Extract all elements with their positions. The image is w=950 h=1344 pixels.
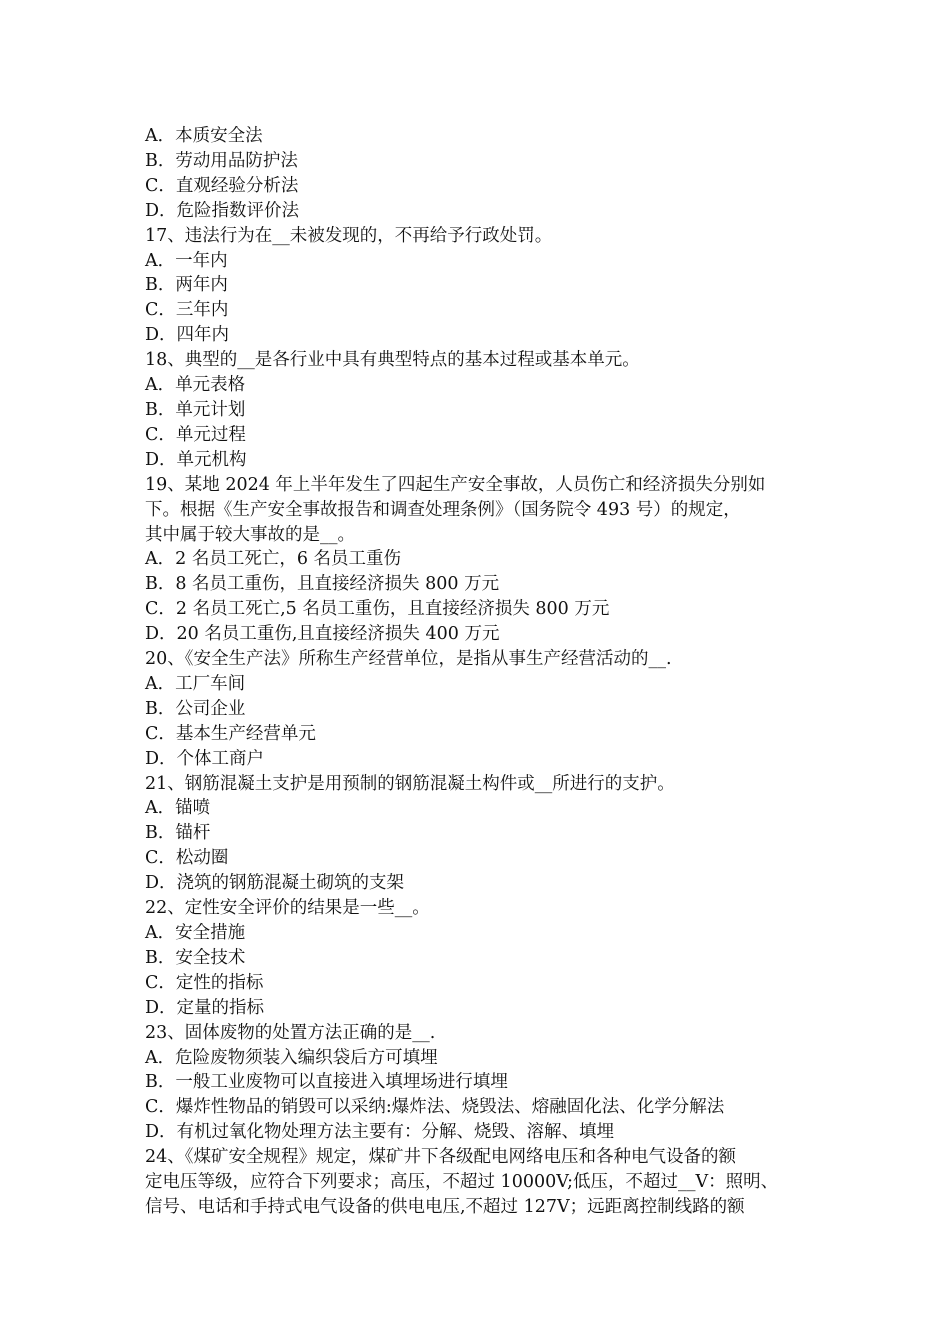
option-a: A．单元表格 <box>145 375 246 396</box>
question-19 <box>145 473 825 548</box>
option-d: D．浇筑的钢筋混凝土砌筑的支架 <box>145 873 405 894</box>
question-17: 17、违法行为在__未被发现的，不再给予行政处罚。 <box>145 225 553 246</box>
question-24-line-2: 定电压等级，应符合下列要求；高压，不超过 10000V;低压，不超过__V：照明、 <box>145 1172 779 1193</box>
question-19-line-3: 其中属于较大事故的是__。 <box>145 524 355 545</box>
question-22: 22、定性安全评价的结果是一些__。 <box>145 898 430 919</box>
option-a: A．一年内 <box>145 250 228 271</box>
option-b: B．锚杆 <box>145 823 211 844</box>
option-b: B．8 名员工重伤，且直接经济损失 800 万元 <box>145 574 500 595</box>
option-c: C．松动圈 <box>145 848 229 869</box>
option-c: C．三年内 <box>145 300 229 321</box>
option-c: C．定性的指标 <box>145 972 264 993</box>
option-a: A．锚喷 <box>145 798 211 819</box>
option-a: A．本质安全法 <box>145 126 263 146</box>
option-b: B．安全技术 <box>145 947 246 968</box>
question-23: 23、固体废物的处置方法正确的是__. <box>145 1022 436 1043</box>
question-24-line-1: 24、《煤矿安全规程》规定，煤矿井下各级配电网络电压和各种电气设备的额 <box>145 1147 737 1168</box>
question-19-line-1: 19、某地 2024 年上半年发生了四起生产安全事故，人员伤亡和经济损失分别如 <box>145 474 766 495</box>
option-a: A．危险废物须装入编织袋后方可填埋 <box>145 1047 438 1068</box>
question-24-line-3: 信号、电话和手持式电气设备的供电电压,不超过 127V；远距离控制线路的额 <box>145 1196 745 1217</box>
option-d: D．单元机构 <box>145 449 247 470</box>
option-c: C．爆炸性物品的销毁可以采纳:爆炸法、烧毁法、熔融固化法、化学分解法 <box>145 1097 725 1118</box>
option-d: D．有机过氧化物处理方法主要有：分解、烧毁、溶解、填埋 <box>145 1122 615 1143</box>
option-b: B．劳动用品防护法 <box>145 150 298 171</box>
question-24 <box>145 1145 825 1220</box>
question-20: 20、《安全生产法》所称生产经营单位，是指从事生产经营活动的__. <box>145 649 672 670</box>
option-d: D．定量的指标 <box>145 997 265 1018</box>
option-a: A．2 名员工死亡，6 名员工重伤 <box>145 549 402 570</box>
document-page <box>145 124 825 1220</box>
option-c: C．单元过程 <box>145 424 246 445</box>
option-b: B．单元计划 <box>145 399 246 420</box>
question-19-line-2: 下。根据《生产安全事故报告和调查处理条例》（国务院令 493 号）的规定， <box>145 499 741 520</box>
question-18: 18、典型的__是各行业中具有典型特点的基本过程或基本单元。 <box>145 350 640 371</box>
option-c: C．基本生产经营单元 <box>145 723 316 744</box>
option-d: D．危险指数评价法 <box>145 200 300 221</box>
option-c: C．2 名员工死亡,5 名员工重伤，且直接经济损失 800 万元 <box>145 599 610 620</box>
option-b: B．两年内 <box>145 275 228 296</box>
option-d: D．20 名员工重伤,且直接经济损失 400 万元 <box>145 624 500 645</box>
option-d: D．四年内 <box>145 325 230 346</box>
option-c: C．直观经验分析法 <box>145 175 299 196</box>
option-b: B．一般工业废物可以直接进入填埋场进行填埋 <box>145 1072 508 1093</box>
option-a: A．安全措施 <box>145 923 246 943</box>
option-d: D．个体工商户 <box>145 748 265 769</box>
option-a: A．工厂车间 <box>145 673 246 694</box>
question-21: 21、钢筋混凝土支护是用预制的钢筋混凝土构件或__所进行的支护。 <box>145 773 675 794</box>
option-b: B．公司企业 <box>145 698 246 719</box>
